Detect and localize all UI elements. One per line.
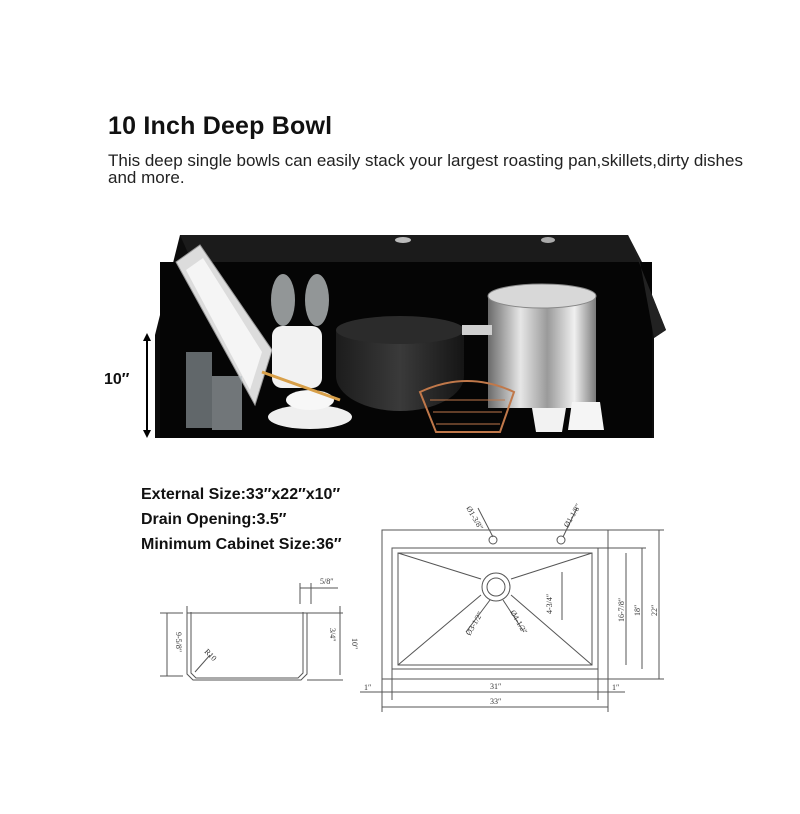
drain-inner-label: Ø4-1/2″ [508,608,530,636]
overall-length-label: 33″ [490,697,502,706]
bowl-depth-label: 16-7/8″ [617,597,626,622]
faucet-hole-left-label: Ø1-3/8″ [464,504,486,532]
left-margin-label: 1″ [364,683,372,692]
min-cabinet-text: Minimum Cabinet Size:36″ [141,536,342,553]
depth-label: 10″ [104,371,130,388]
side-overall-depth-label: 10″ [350,638,359,650]
description-text: This deep single bowls can easily stack your largest roasting pan,skillets,dirty dishes and more. [108,151,743,187]
side-radius-label: R10 [202,647,219,663]
inner-width-label: 18″ [633,604,642,616]
side-height-label: 9-5/8″ [174,632,183,653]
external-size-text: External Size:33″x22″x10″ [141,486,341,503]
side-inner-depth-label: 3/4″ [328,628,337,642]
faucet-hole-right-label: Ø1-1/8″ [561,501,583,529]
side-view-drawing [160,583,343,680]
page-title: 10 Inch Deep Bowl [108,112,333,140]
bowl-length-label: 31″ [490,682,502,691]
drain-offset-label: 4-3/4″ [545,593,554,614]
right-margin-label: 1″ [612,683,620,692]
outer-width-label: 22″ [650,604,659,616]
side-top-lip-label: 5/8″ [320,577,334,586]
drain-opening-text: Drain Opening:3.5″ [141,511,287,528]
drain-outer-label: Ø3-1/2″ [463,609,485,637]
